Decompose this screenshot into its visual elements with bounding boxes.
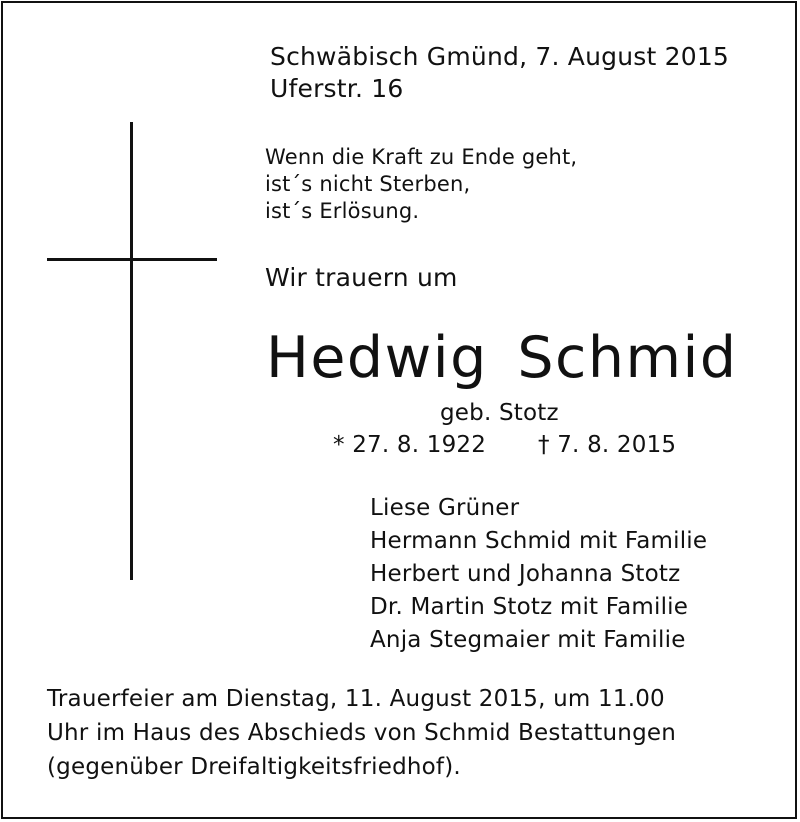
maiden-name: geb. Stotz — [440, 400, 559, 426]
mourner-name: Anja Stegmaier mit Familie — [370, 627, 686, 653]
verse-line-1: Wenn die Kraft zu Ende geht, — [265, 145, 578, 169]
place-date: Schwäbisch Gmünd, 7. August 2015 — [270, 42, 730, 71]
death-date: † 7. 8. 2015 — [538, 432, 677, 458]
mourner-name: Liese Grüner — [370, 495, 520, 521]
funeral-notice-line-1: Trauerfeier am Dienstag, 11. August 2015, um 11.00 — [47, 686, 665, 712]
street-address: Uferstr. 16 — [270, 74, 404, 103]
mourner-name: Hermann Schmid mit Familie — [370, 528, 708, 554]
funeral-notice-line-3: (gegenüber Dreifaltigkeitsfriedhof). — [47, 754, 461, 780]
birth-date: * 27. 8. 1922 — [333, 432, 487, 458]
deceased-name: Hedwig Schmid — [266, 325, 738, 391]
mourner-name: Herbert und Johanna Stotz — [370, 561, 681, 587]
funeral-notice-line-2: Uhr im Haus des Abschieds von Schmid Bestattungen — [47, 720, 677, 746]
cross-icon — [130, 122, 133, 580]
mourning-intro: Wir trauern um — [265, 263, 458, 292]
verse-line-2: ist´s nicht Sterben, — [265, 172, 471, 196]
verse-line-3: ist´s Erlösung. — [265, 199, 420, 223]
cross-icon-crossbar — [47, 258, 217, 261]
mourner-name: Dr. Martin Stotz mit Familie — [370, 594, 689, 620]
